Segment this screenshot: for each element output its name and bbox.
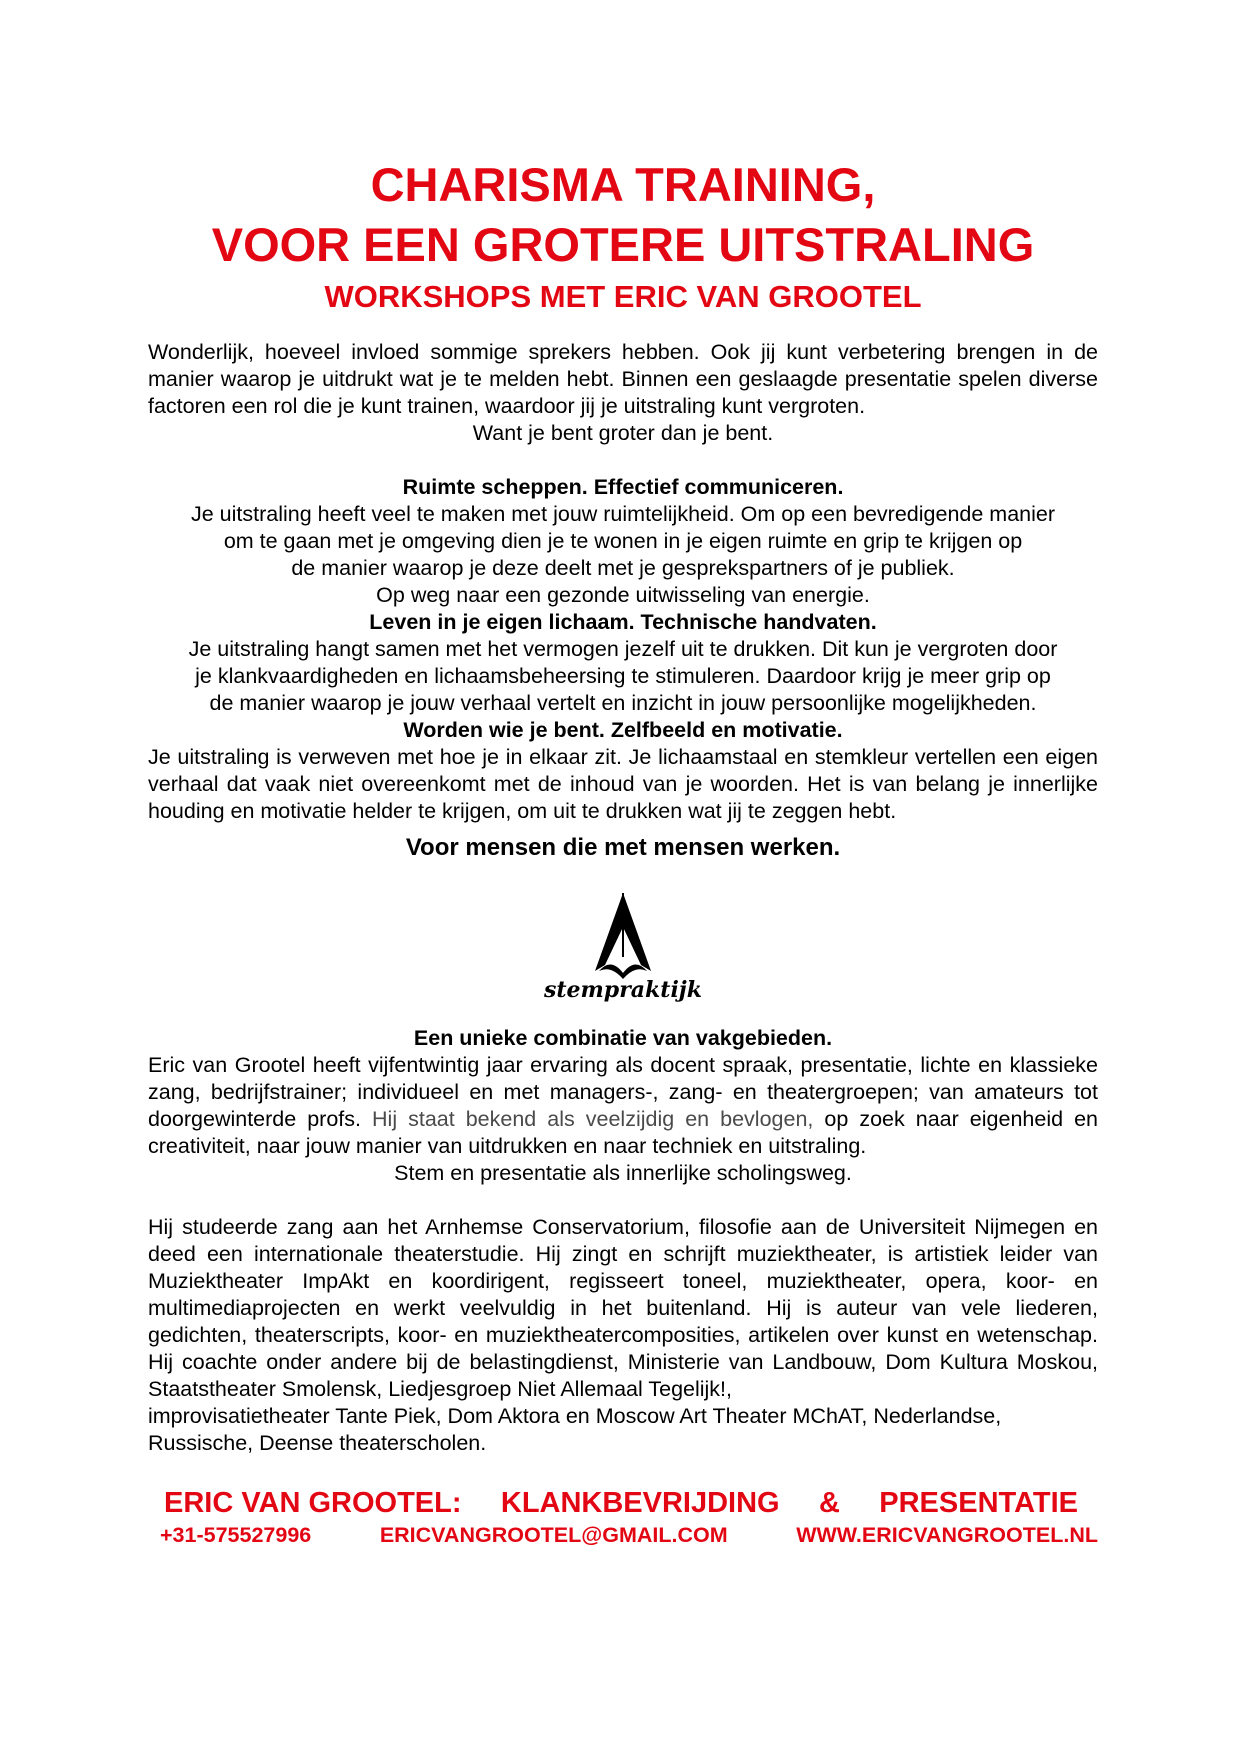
text-run: op zoek naar eigenheid en creativiteit, naar jouw manier van uitdrukken en naar techniek en uitstraling. <box>148 1107 1098 1158</box>
title-line-1: CHARISMA TRAINING, <box>370 158 876 211</box>
text-run-grey: Hij staat bekend als veelzijdig en bevlogen, <box>361 1107 814 1131</box>
section-line: de manier waarop je deze deelt met je gesprekspartners of je publiek. <box>291 556 955 580</box>
footer-email[interactable]: ERICVANGROOTEL@GMAIL.COM <box>379 1523 728 1547</box>
section-line: de manier waarop je jouw verhaal vertelt en inzicht in jouw persoonlijke mogelijkheden. <box>209 691 1037 715</box>
text-run: Eric van Grootel heeft vijfentwintig jaar ervaring als docent spraak, presentatie, lichte en klassieke zang, bedrijfstrainer; individueel en met managers-, zang- en theatergroepen; van amateurs tot doorgewinterde profs. <box>148 1053 1098 1131</box>
section-heading: Leven in je eigen lichaam. Technische handvaten. <box>369 610 877 634</box>
footer-service-1: KLANKBEVRIJDING <box>500 1487 780 1519</box>
section-line: Op weg naar een gezonde uitwisseling van energie. <box>376 583 870 607</box>
flyer-page <box>148 155 1098 1549</box>
footer-contact <box>148 1521 1098 1549</box>
bio-section <box>148 1214 1098 1457</box>
footer-service-2: PRESENTATIE <box>879 1487 1078 1519</box>
section-closing-line: Stem en presentatie als innerlijke scholingsweg. <box>394 1161 852 1185</box>
section-line: Je uitstraling heeft veel te maken met jouw ruimtelijkheid. Om op een bevredigende manier <box>190 502 1056 526</box>
section-heading: Een unieke combinatie van vakgebieden. <box>413 1026 833 1050</box>
bio-line: Russische, Deense theaterscholen. <box>148 1431 487 1455</box>
section-paragraph <box>148 1052 1098 1160</box>
footer-title <box>148 1485 1098 1521</box>
logo-text: stempraktijk <box>543 977 703 1003</box>
footer-ampersand: & <box>818 1487 840 1519</box>
section-lichaam <box>148 609 1098 717</box>
section-line: om te gaan met je omgeving dien je te wonen in je eigen ruimte en grip te krijgen op <box>223 529 1023 553</box>
section-line: je klankvaardigheden en lichaamsbeheersing te stimuleren. Daardoor krijg je meer grip op <box>195 664 1051 688</box>
triangle-mark-icon <box>595 893 651 979</box>
section-heading: Worden wie je bent. Zelfbeeld en motivatie. <box>403 718 843 742</box>
section-line: Je uitstraling hangt samen met het vermogen jezelf uit te drukken. Dit kun je vergroten door <box>188 637 1058 661</box>
intro-closing-line: Want je bent groter dan je bent. <box>472 421 774 445</box>
bio-paragraph: Hij studeerde zang aan het Arnhemse Conservatorium, filosofie aan de Universiteit Nijmegen en deed een internationale theaterstudie. Hij zingt en schrijft muziektheater, is artistiek leider van Muziektheater ImpAkt en koordirigent, regisseert toneel, muziektheater, opera, koor- en multimediaprojecten en werkt veelvuldig in het buitenland. Hij is auteur van vele liederen, gedichten, theaterscripts, koor- en muziektheatercomposities, artikelen over kunst en wetenschap. Hij coachte onder andere bij de belastingdienst, Ministerie van Landbouw, Dom Kultura Moskou, Staatstheater Smolensk, Liedjesgroep Niet Allemaal Tegelijk!, <box>148 1215 1098 1401</box>
intro-section <box>148 339 1098 447</box>
footer-website[interactable]: WWW.ERICVANGROOTEL.NL <box>796 1523 1098 1547</box>
subtitle: WORKSHOPS MET ERIC VAN GROOTEL <box>324 279 922 314</box>
section-combinatie <box>148 1025 1098 1187</box>
intro-paragraph: Wonderlijk, hoeveel invloed sommige sprekers hebben. Ook jij kunt verbetering brengen in de manier waarop je uitdrukt wat je te melden hebt. Binnen een geslaagde presentatie spelen diverse factoren een rol die je kunt trainen, waardoor jij je uitstraling kunt vergroten. <box>148 340 1098 418</box>
bio-line: improvisatietheater Tante Piek, Dom Aktora en Moscow Art Theater MChAT, Nederlandse, <box>148 1404 1002 1428</box>
stempraktijk-logo <box>533 887 713 1007</box>
footer-name: ERIC VAN GROOTEL: <box>164 1487 462 1519</box>
title-line-2: VOOR EEN GROTERE UITSTRALING <box>211 218 1035 271</box>
section-worden <box>148 717 1098 825</box>
footer-phone[interactable]: +31-575527996 <box>160 1523 312 1547</box>
tagline: Voor mensen die met mensen werken. <box>405 834 841 861</box>
section-ruimte <box>148 474 1098 609</box>
section-heading: Ruimte scheppen. Effectief communiceren. <box>402 475 844 499</box>
section-paragraph: Je uitstraling is verweven met hoe je in elkaar zit. Je lichaamstaal en stemkleur vertellen een eigen verhaal dat vaak niet overeenkomt met de inhoud van je woorden. Het is van belang je innerlijke houding en motivatie helder te krijgen, om uit te drukken wat jij te zeggen hebt. <box>148 745 1098 823</box>
